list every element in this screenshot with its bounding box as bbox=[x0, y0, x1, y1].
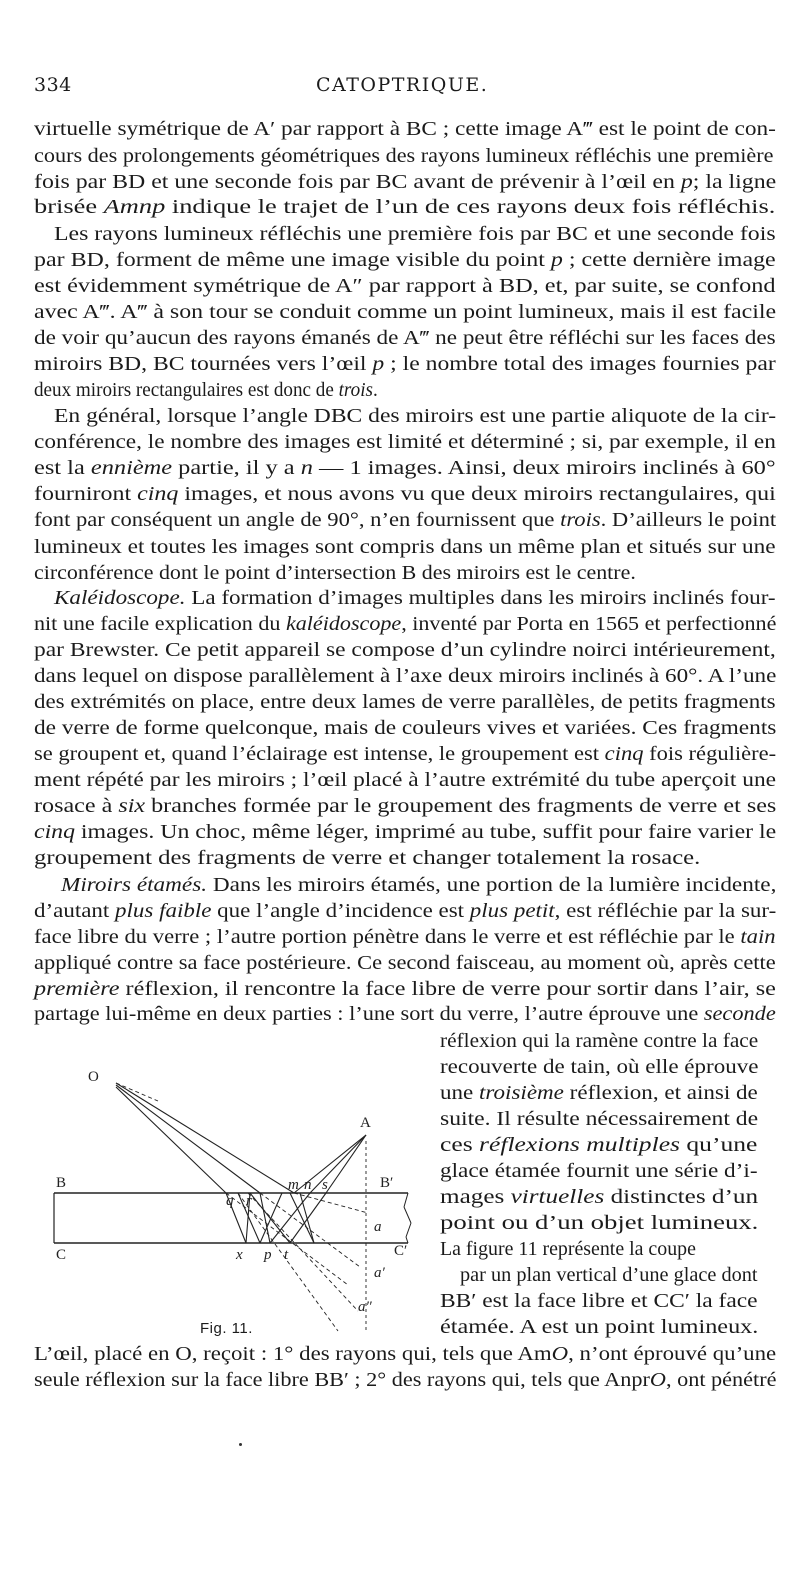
text-line bbox=[440, 1106, 758, 1132]
text-line bbox=[34, 116, 776, 142]
label-a-prime: a′ bbox=[374, 1265, 385, 1281]
text-run: virtuelle symétrique de A′ par rapport à BC ; cette image A‴ est le point de con- bbox=[34, 118, 776, 140]
italic-run: p bbox=[550, 249, 563, 271]
text-run: ment répété par les miroirs ; l’œil placé à l’autre extrémité du tube aperçoit une bbox=[34, 769, 777, 791]
italic-run: virtuelles bbox=[510, 1186, 605, 1208]
figure-11-diagram bbox=[38, 1063, 430, 1348]
text-line bbox=[440, 1288, 758, 1314]
text-run: des extrémités on place, entre deux lames de verre parallèles, de petits fragments bbox=[34, 691, 776, 713]
italic-run: O bbox=[551, 1343, 569, 1365]
text-line bbox=[34, 455, 776, 481]
italic-run: p bbox=[680, 171, 693, 193]
text-run: par Brewster. Ce petit appareil se compose d’un cylindre noirci intérieurement, bbox=[34, 639, 776, 661]
text-run: , inventé par Porta en 1565 et perfectionné bbox=[401, 613, 777, 635]
ray-q-to-eye bbox=[116, 1087, 226, 1193]
text-run: brisée bbox=[34, 196, 104, 218]
text-run: une bbox=[440, 1082, 480, 1104]
ray-m-to-eye bbox=[116, 1083, 294, 1193]
label-a-small: a bbox=[374, 1219, 382, 1235]
text-run: nit une facile explication du bbox=[34, 613, 286, 635]
italic-run: plus faible bbox=[115, 900, 212, 922]
text-run: par un plan vertical d’une glace dont bbox=[460, 1264, 758, 1286]
text-run: circonférence dont le point d’intersection B des miroirs est le centre. bbox=[34, 562, 636, 584]
text-line bbox=[440, 1236, 696, 1262]
text-run: fourniront bbox=[34, 483, 138, 505]
text-line bbox=[34, 663, 776, 689]
text-line bbox=[34, 560, 636, 586]
text-line bbox=[34, 689, 776, 715]
text-run: deux miroirs rectangulaires est donc de bbox=[34, 379, 339, 401]
italic-run: six bbox=[118, 795, 146, 817]
text-run: conférence, le nombre des images est limité et déterminé ; si, par exemple, il en bbox=[34, 431, 776, 453]
italic-run: cinq bbox=[604, 743, 644, 765]
label-c: C bbox=[56, 1247, 67, 1263]
text-run: face libre du verre ; l’autre portion pénètre dans le verre et est réfléchie par le bbox=[34, 926, 741, 948]
figure-caption: Fig. 11. bbox=[200, 1320, 253, 1337]
label-n: n bbox=[304, 1177, 312, 1193]
italic-run: n bbox=[300, 457, 313, 479]
page-header bbox=[34, 74, 774, 100]
text-line bbox=[34, 169, 776, 195]
italic-run: plus petit bbox=[469, 900, 555, 922]
text-run: La formation d’images multiples dans les miroirs inclinés four- bbox=[185, 587, 776, 609]
text-line bbox=[34, 299, 776, 325]
text-line bbox=[34, 924, 776, 950]
glass-right-edge-break-3 bbox=[406, 1223, 411, 1237]
glass-right-edge-break bbox=[404, 1193, 408, 1207]
text-line bbox=[34, 741, 776, 767]
text-line bbox=[440, 1054, 759, 1080]
label-s: s bbox=[322, 1177, 328, 1193]
ray-r-to-eye bbox=[116, 1085, 260, 1193]
ray-a-to-s bbox=[326, 1135, 366, 1193]
text-line bbox=[34, 194, 775, 220]
text-run: étamée. A est un point lumineux. bbox=[440, 1316, 759, 1338]
text-run: groupement des fragments de verre et changer totalement la rosace. bbox=[34, 847, 701, 869]
text-run: En général, lorsque l’angle DBC des miroirs est une partie aliquote de la cir- bbox=[54, 405, 777, 427]
text-run: lumineux et toutes les images sont compris dans un même plan et situés sur une bbox=[34, 536, 776, 558]
running-head: CATOPTRIQUE. bbox=[316, 74, 489, 96]
italic-run: O bbox=[649, 1369, 666, 1391]
ink-speck bbox=[239, 1443, 242, 1446]
text-run: ; cette dernière image bbox=[562, 249, 776, 271]
italic-run: première bbox=[34, 978, 120, 1000]
text-run: L’œil, placé en O, reçoit : 1° des rayons qui, tels que Am bbox=[34, 1343, 552, 1365]
text-line bbox=[34, 793, 776, 819]
text-line bbox=[61, 872, 776, 898]
label-a: A bbox=[360, 1115, 371, 1131]
text-run: se groupent et, quand l’éclairage est intense, le groupement est bbox=[34, 743, 605, 765]
italic-run: trois bbox=[560, 509, 601, 531]
text-run: glace étamée fournit une série d’i- bbox=[440, 1160, 758, 1182]
text-run: rosace à bbox=[34, 795, 119, 817]
text-line bbox=[34, 637, 776, 663]
label-t: t bbox=[284, 1247, 289, 1263]
text-run: cours des prolongements géométriques des rayons lumineux réfléchis une première bbox=[34, 145, 774, 167]
italic-run: p bbox=[372, 353, 385, 375]
text-run: — 1 images. Ainsi, deux miroirs inclinés à 60° bbox=[312, 457, 776, 479]
italic-run: ennième bbox=[90, 457, 173, 479]
text-run: suite. Il résulte nécessairement de bbox=[440, 1108, 759, 1130]
text-line bbox=[34, 481, 776, 507]
text-run: images. Un choc, même léger, imprimé au tube, suffit pour faire varier le bbox=[74, 821, 777, 843]
text-line bbox=[34, 819, 776, 845]
text-run: de voir qu’aucun des rayons émanés de A‴ ne peut être réfléchi sur les faces des bbox=[34, 327, 776, 349]
italic-run: kaléidoscope bbox=[285, 613, 402, 635]
page-number: 334 bbox=[34, 74, 72, 96]
text-run: ces bbox=[440, 1134, 480, 1156]
italic-run: cinq bbox=[34, 821, 75, 843]
text-line bbox=[34, 534, 776, 560]
label-o: O bbox=[88, 1069, 99, 1085]
text-line bbox=[460, 1262, 758, 1288]
text-line bbox=[440, 1314, 758, 1340]
text-run: Les rayons lumineux réfléchis une première fois par BC et une seconde fois bbox=[54, 223, 776, 245]
text-run: est la bbox=[34, 457, 91, 479]
text-run: réflexion qui la ramène contre la face bbox=[440, 1030, 759, 1052]
italic-run: Kaléidoscope. bbox=[54, 587, 186, 609]
text-run: seule réflexion sur la face libre BB′ ; 2° des rayons qui, tels que Anpr bbox=[34, 1369, 650, 1391]
text-run: réflexion, et ainsi de bbox=[563, 1082, 758, 1104]
text-run: . D’ailleurs le point bbox=[600, 509, 777, 531]
text-line bbox=[34, 351, 776, 377]
text-run: Dans les miroirs étamés, une portion de la lumière incidente, bbox=[207, 874, 777, 896]
label-q: q bbox=[226, 1193, 234, 1209]
italic-run: troisième bbox=[479, 1082, 564, 1104]
label-a-second: a″ bbox=[358, 1299, 372, 1315]
label-r: r bbox=[246, 1193, 252, 1209]
prolong-eye-1 bbox=[116, 1083, 158, 1101]
label-c-prime: C′ bbox=[394, 1243, 408, 1259]
text-run: , est réfléchie par la sur- bbox=[554, 900, 777, 922]
text-line bbox=[34, 767, 776, 793]
text-run: BB′ est la face libre et CC′ la face bbox=[440, 1290, 758, 1312]
text-line bbox=[34, 143, 774, 169]
text-line bbox=[440, 1210, 758, 1236]
text-line bbox=[34, 845, 700, 871]
text-run: , ont pénétré bbox=[665, 1369, 777, 1391]
text-line bbox=[34, 611, 776, 637]
text-line bbox=[34, 715, 776, 741]
ray-n-to-p bbox=[270, 1193, 310, 1243]
italic-run: tain bbox=[740, 926, 776, 948]
text-line bbox=[34, 325, 776, 351]
text-line bbox=[34, 507, 776, 533]
italic-run: trois bbox=[338, 379, 373, 401]
text-line bbox=[34, 950, 776, 976]
text-run: mages bbox=[440, 1186, 511, 1208]
text-run: partie, il y a bbox=[172, 457, 301, 479]
glass-right-edge-break-2 bbox=[404, 1207, 411, 1223]
text-run: partage lui-même en deux parties : l’une sort du verre, l’autre éprouve une bbox=[34, 1003, 704, 1025]
text-line bbox=[34, 1001, 776, 1027]
text-run: est évidemment symétrique de A″ par rapport à BD, et, par suite, se confond bbox=[34, 275, 776, 297]
text-run: que l’angle d’incidence est bbox=[211, 900, 470, 922]
text-run: distinctes d’un bbox=[604, 1186, 759, 1208]
italic-run: cinq bbox=[137, 483, 179, 505]
text-run: font par conséquent un angle de 90°, n’en fournissent que bbox=[34, 509, 561, 531]
text-run: . bbox=[372, 379, 378, 401]
text-run: d’autant bbox=[34, 900, 116, 922]
ray-a-to-n bbox=[310, 1135, 366, 1193]
text-line bbox=[54, 221, 776, 247]
text-run: dans lequel on dispose parallèlement à l’axe deux miroirs inclinés à 60°. A l’une bbox=[34, 665, 777, 687]
text-line bbox=[54, 403, 776, 429]
ray-inside-1 bbox=[260, 1193, 282, 1243]
text-run: La figure 11 représente la coupe bbox=[440, 1238, 696, 1260]
text-line bbox=[440, 1158, 758, 1184]
text-run: ; la ligne bbox=[692, 171, 777, 193]
italic-run: Miroirs étamés. bbox=[61, 874, 208, 896]
text-run: appliqué contre sa face postérieure. Ce second faisceau, au moment où, après cette bbox=[34, 952, 776, 974]
text-run: par BD, forment de même une image visible du point bbox=[34, 249, 551, 271]
text-line bbox=[34, 898, 776, 924]
text-run: fois régulière- bbox=[643, 743, 777, 765]
text-run: images, et nous avons vu que deux miroirs rectangulaires, qui bbox=[178, 483, 776, 505]
text-run: indique le trajet de l’un de ces rayons deux fois réfléchis. bbox=[165, 196, 776, 218]
text-line bbox=[54, 585, 776, 611]
italic-run: Amnp bbox=[103, 196, 166, 218]
italic-run: réflexions multiples bbox=[479, 1134, 681, 1156]
text-run: branches formée par le groupement des fragments de verre et ses bbox=[145, 795, 777, 817]
text-run: de verre de forme quelconque, mais de couleurs vives et variées. Ces fragments bbox=[34, 717, 777, 739]
text-line bbox=[440, 1132, 757, 1158]
text-line bbox=[34, 1367, 776, 1393]
text-run: miroirs BD, BC tournées vers l’œil bbox=[34, 353, 373, 375]
text-run: recouverte de tain, où elle éprouve bbox=[440, 1056, 759, 1078]
text-line bbox=[440, 1184, 758, 1210]
text-run: avec A‴. A‴ à son tour se conduit comme un point lumineux, mais il est facile bbox=[34, 301, 777, 323]
text-line bbox=[34, 429, 776, 455]
label-b: B bbox=[56, 1175, 67, 1191]
ray-s-to-t bbox=[290, 1193, 326, 1243]
label-p: p bbox=[264, 1247, 272, 1263]
text-line bbox=[34, 247, 776, 273]
label-m: m bbox=[288, 1177, 299, 1193]
text-run: point ou d’un objet lumineux. bbox=[440, 1212, 759, 1234]
text-line bbox=[34, 273, 776, 299]
label-x: x bbox=[236, 1247, 243, 1263]
italic-run: seconde bbox=[703, 1003, 776, 1025]
text-line bbox=[34, 377, 378, 403]
text-line bbox=[440, 1080, 758, 1106]
text-run: réflexion, il rencontre la face libre de verre pour sortir dans l’air, se bbox=[119, 978, 776, 1000]
text-run: fois par BD et une seconde fois par BC avant de prévenir à l’œil en bbox=[34, 171, 681, 193]
text-run: qu’une bbox=[680, 1134, 758, 1156]
text-line bbox=[34, 976, 776, 1002]
text-line bbox=[440, 1028, 758, 1054]
text-run: ; le nombre total des images fournies par bbox=[384, 353, 776, 375]
label-b-prime: B′ bbox=[380, 1175, 394, 1191]
text-run: , n’ont éprouvé qu’une bbox=[568, 1343, 777, 1365]
